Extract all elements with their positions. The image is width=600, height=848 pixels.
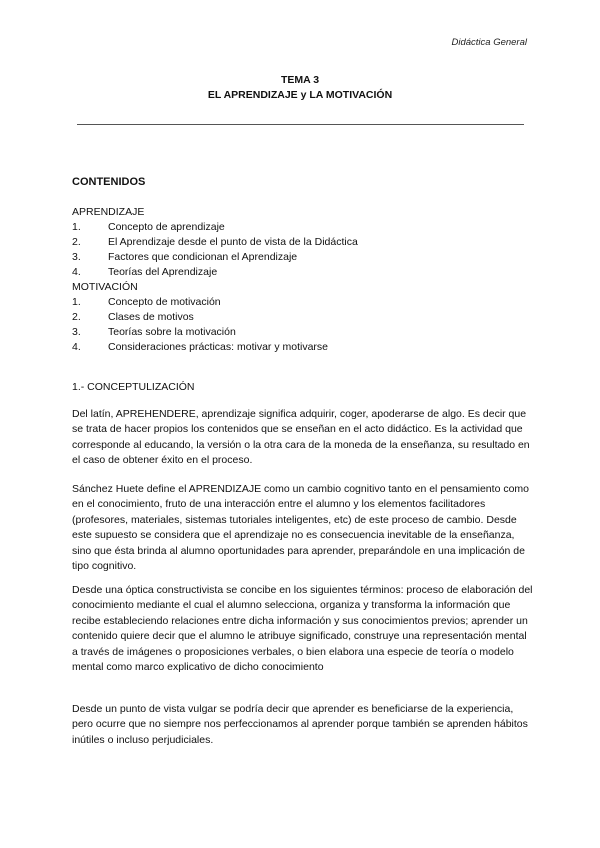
list-item [72, 295, 532, 310]
list-item [72, 325, 532, 340]
horizontal-divider [77, 124, 524, 125]
list-item [72, 340, 532, 355]
list-item [72, 265, 532, 280]
running-header: Didáctica General [451, 37, 527, 48]
section-label-motivacion: MOTIVACIÓN [72, 281, 138, 293]
paragraph-constructivist: Desde una óptica constructivista se concibe en los siguientes términos: proceso de elaboración del conocimiento mediante el cual el alumno selecciona, organiza y transforma la información que recibe estableciendo relaciones entre dicha información y sus conocimientos previos; aprender un contenido quiere decir que el alumno le atribuye significado, construye una representación mental a través de imágenes o proposiciones verbales, o bien elabora una especie de teoría o modelo mental como marco explicativo de dicho conocimiento [72, 584, 533, 674]
list-item-number: 2. [72, 236, 81, 248]
list-item-text: El Aprendizaje desde el punto de vista de la Didáctica [108, 236, 358, 248]
list-item [72, 310, 532, 325]
list-item-number: 3. [72, 251, 81, 263]
list-item-text: Concepto de motivación [108, 296, 221, 308]
list-item-text: Teorías del Aprendizaje [108, 266, 218, 278]
section-label-aprendizaje: APRENDIZAJE [72, 206, 145, 218]
list-item-text: Clases de motivos [108, 311, 194, 323]
list-item-number: 4. [72, 266, 81, 278]
contents-list [72, 205, 532, 355]
list-item [72, 250, 532, 265]
paragraph-definition: Del latín, APREHENDERE, aprendizaje significa adquirir, coger, apoderarse de algo. Es decir que se trata de hacer propios los contenidos que se enseñan en el acto didáctico. Es la actividad que corresponde al educando, la versión o la otra cara de la moneda de la enseñanza, su resultado en el caso de obtener éxito en el proceso. [72, 408, 530, 467]
list-item-text: Factores que condicionan el Aprendizaje [108, 251, 298, 263]
paragraph-sanchez-huete: Sánchez Huete define el APRENDIZAJE como un cambio cognitivo tanto en el pensamiento como en el conocimiento, fruto de una interacción entre el alumno y los elementos facilitadores (profesores, materiales, sistemas tutoriales inteligentes, etc) de este proceso de cambio. Desde este supuesto se considera que el aprendizaje no es consecuencia inevitable de la enseñanza, sino que ésta brinda al alumno oportunidades para aprender, preparándole en una implicación de tipo cognitivo. [72, 483, 530, 573]
list-item [72, 220, 532, 235]
list-item-number: 1. [72, 221, 81, 233]
list-item-number: 4. [72, 341, 81, 353]
list-item-text: Teorías sobre la motivación [108, 326, 236, 338]
list-item [72, 235, 532, 250]
title-topic-name: EL APRENDIZAJE y LA MOTIVACIÓN [207, 89, 393, 101]
title-topic-number: TEMA 3 [280, 74, 320, 86]
list-item-text: Consideraciones prácticas: motivar y motivarse [108, 341, 328, 353]
document-title [0, 73, 600, 103]
list-item-number: 1. [72, 296, 81, 308]
list-item-text: Concepto de aprendizaje [108, 221, 225, 233]
section-heading: 1.- CONCEPTULIZACIÓN [72, 381, 195, 393]
paragraph-vulgar-view: Desde un punto de vista vulgar se podría decir que aprender es beneficiarse de la experiencia, pero ocurre que no siempre nos perfeccionamos al aprender porque también se aprenden hábitos inútiles o incluso perjudiciales. [72, 703, 528, 746]
list-item-number: 3. [72, 326, 81, 338]
list-item-number: 2. [72, 311, 81, 323]
contents-heading: CONTENIDOS [72, 176, 146, 188]
